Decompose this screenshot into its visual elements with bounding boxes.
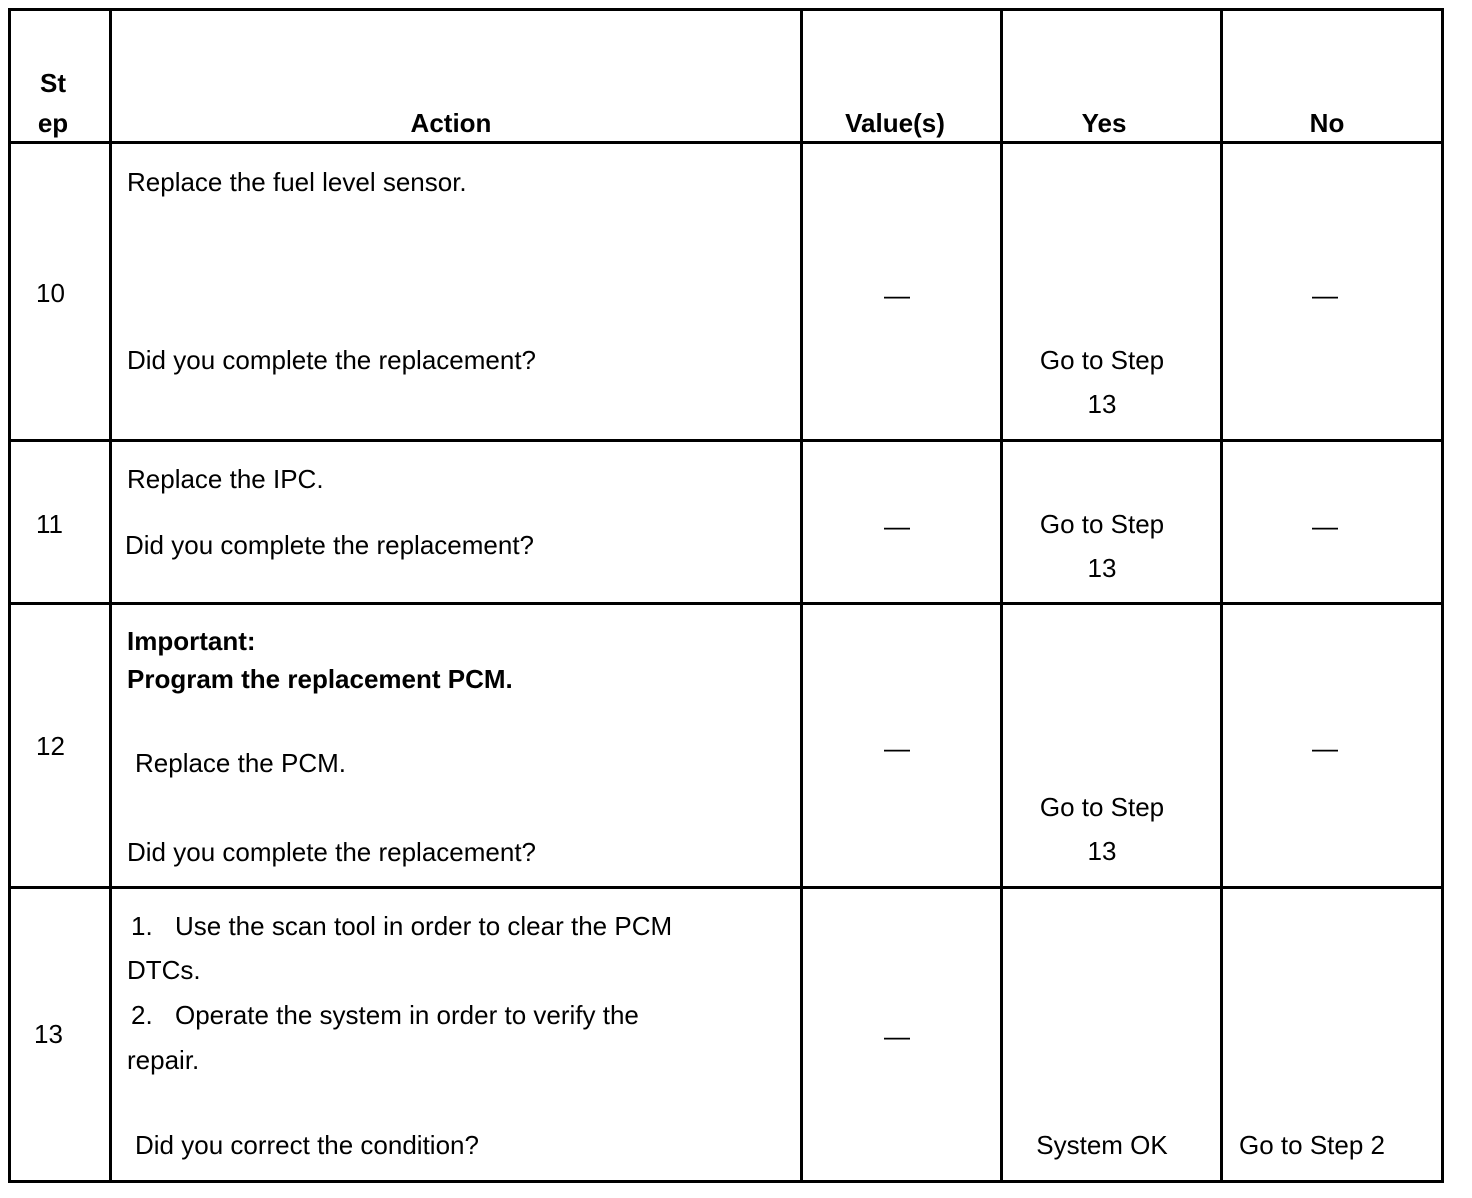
header-step-line1: St <box>40 68 66 98</box>
important-label: Important: <box>127 626 256 656</box>
row-divider <box>8 439 1444 442</box>
important-note: Program the replacement PCM. <box>127 664 513 694</box>
row-divider <box>8 602 1444 605</box>
yes-cell-line1: Go to Step <box>1039 792 1165 822</box>
header-action: Action <box>410 108 492 138</box>
value-cell: — <box>884 1021 910 1051</box>
value-cell: — <box>884 733 910 763</box>
column-divider <box>109 8 112 1183</box>
value-cell: — <box>884 280 910 310</box>
yes-cell: System OK <box>1036 1130 1168 1160</box>
no-cell: — <box>1312 511 1338 541</box>
action-text: Replace the PCM. <box>135 748 346 778</box>
no-cell: — <box>1312 280 1338 310</box>
header-no: No <box>1309 108 1345 138</box>
action-question: Did you correct the condition? <box>135 1130 479 1160</box>
yes-cell-line1: Go to Step <box>1039 345 1165 375</box>
table-border-left <box>8 8 11 1183</box>
table-border-top <box>8 8 1444 11</box>
action-text: Replace the IPC. <box>127 464 324 494</box>
list-item-text: Use the scan tool in order to clear the PCM <box>175 911 673 941</box>
step-number: 13 <box>34 1019 63 1049</box>
action-question: Did you complete the replacement? <box>127 345 537 375</box>
no-cell: Go to Step 2 <box>1239 1130 1385 1160</box>
column-divider <box>800 8 803 1183</box>
header-values: Value(s) <box>845 108 945 138</box>
step-number: 10 <box>36 278 65 308</box>
row-divider <box>8 886 1444 889</box>
list-item-number: 1. <box>131 911 153 941</box>
step-number: 12 <box>36 731 65 761</box>
table-border-right <box>1441 8 1444 1183</box>
yes-cell-line2: 13 <box>1087 553 1117 583</box>
no-cell: — <box>1312 733 1338 763</box>
step-number: 11 <box>36 509 63 539</box>
list-item-number: 2. <box>131 1000 153 1030</box>
action-text: Replace the fuel level sensor. <box>127 167 467 197</box>
list-item-text: Operate the system in order to verify the <box>175 1000 639 1030</box>
column-divider <box>1000 8 1003 1183</box>
list-item-text-wrap: DTCs. <box>127 955 201 985</box>
list-item-text-wrap: repair. <box>127 1045 200 1075</box>
yes-cell-line2: 13 <box>1087 389 1117 419</box>
header-yes: Yes <box>1081 108 1127 138</box>
value-cell: — <box>884 511 910 541</box>
table-border-bottom <box>8 1180 1444 1183</box>
action-question: Did you complete the replacement? <box>125 530 535 560</box>
action-question: Did you complete the replacement? <box>127 837 537 867</box>
column-divider <box>1220 8 1223 1183</box>
header-divider <box>8 141 1444 144</box>
yes-cell-line2: 13 <box>1087 836 1117 866</box>
yes-cell-line1: Go to Step <box>1039 509 1165 539</box>
header-step-line2: ep <box>37 108 69 138</box>
